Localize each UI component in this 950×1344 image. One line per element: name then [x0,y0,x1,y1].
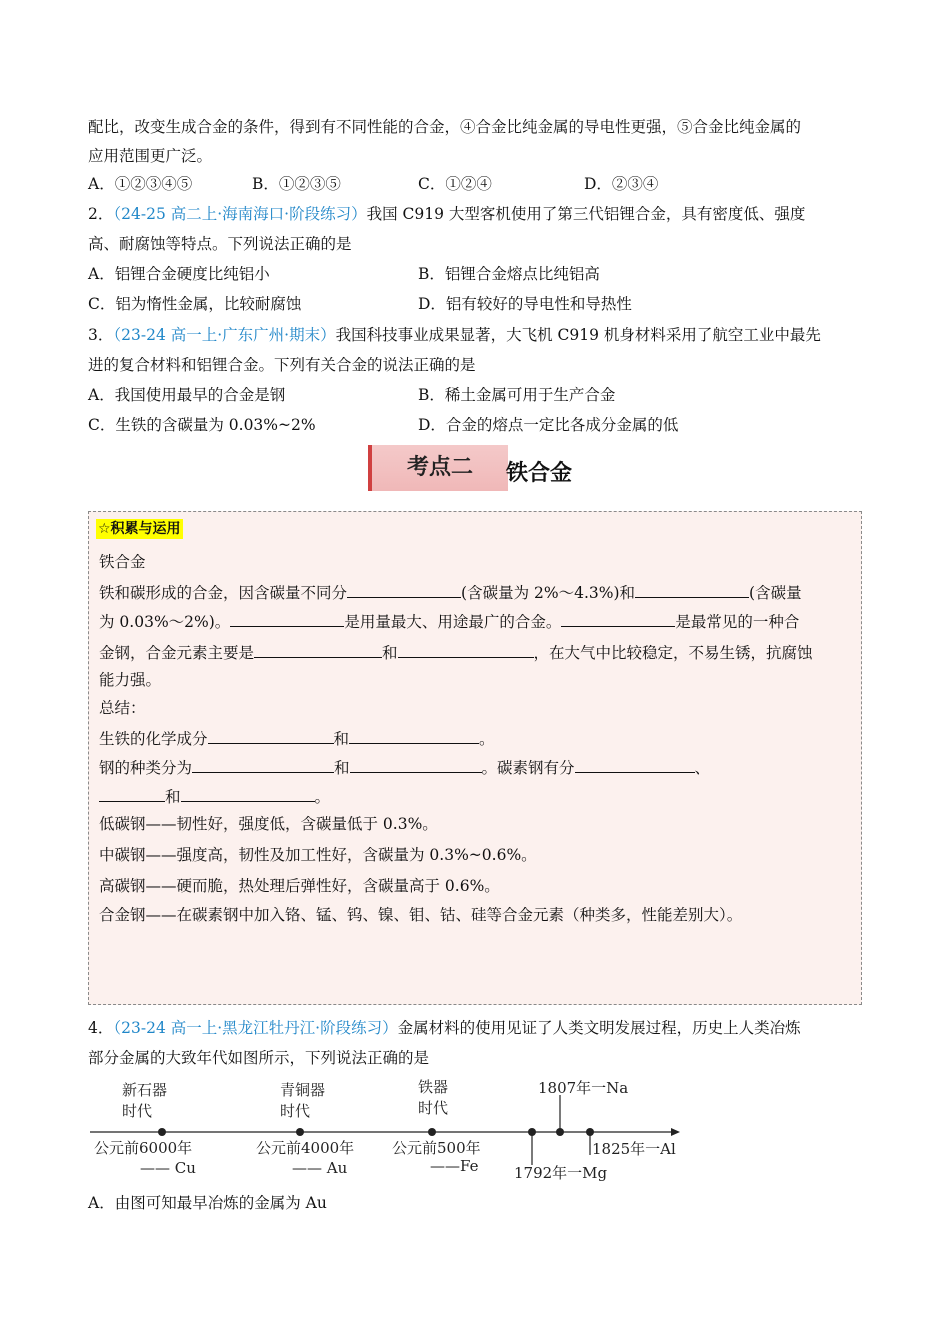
q2-text: 我国 C919 大型客机使用了第三代铝锂合金，具有密度低、强度 [366,205,806,223]
q1-option-a[interactable]: A．①②③④⑤ [88,175,193,193]
q2-option-c[interactable]: C．铝为惰性金属，比较耐腐蚀 [88,295,302,313]
text: 金钢，合金元素主要是 [99,644,255,662]
fill-blank[interactable] [561,610,675,627]
fill-blank[interactable] [635,581,749,598]
era-neolithic-suffix: 时代 [122,1102,153,1120]
text: 。 [314,788,331,806]
q4-option-a[interactable]: A．由图可知最早冶炼的金属为 Au [88,1194,327,1212]
text: 和 [382,644,398,662]
metal-al: 1825年一Al [592,1140,676,1158]
metal-mg: 1792年一Mg [514,1164,608,1182]
q2-option-a[interactable]: A．铝锂合金硬度比纯铝小 [88,265,270,283]
text: ，在大气中比较稳定，不易生锈，抗腐蚀 [533,644,813,662]
timeline-arrow [671,1128,680,1136]
fill-blank[interactable] [192,756,334,773]
date-6000bc: 公元前6000年 [94,1139,193,1157]
fill-blank[interactable] [254,641,382,658]
date-500bc: 公元前500年 [392,1139,481,1157]
text: (含碳量 [749,584,802,602]
section-label: 考点二 [406,455,473,480]
era-iron: 铁器 [418,1078,449,1096]
q2-source: （24-25 高二上·海南海口·阶段练习） [113,205,367,223]
metal-fe: ——Fe [430,1157,479,1175]
box-paragraph-line [99,581,802,603]
fill-blank[interactable] [181,785,315,802]
text: 为 0.03%～2%)。 [99,613,231,631]
alloy-steel: 合金钢——在碳素钢中加入铬、锰、钨、镍、钼、钴、硅等合金元素（种类多，性能差别大）。 [99,906,743,924]
knowledge-tag: ☆积累与运用 [98,521,181,537]
date-4000bc: 公元前4000年 [256,1139,355,1157]
box-summary-line [99,785,330,807]
text: 和 [333,730,350,748]
text: 钢的种类分为 [99,759,193,777]
text: 是最常见的一种合 [675,613,800,631]
q3-text: 我国科技事业成果显著，大飞机 C919 机身材料采用了航空工业中最先 [335,326,821,344]
box-heading: 铁合金 [99,553,146,571]
q1-text-line: 配比，改变生成合金的条件，得到有不同性能的合金，④合金比纯金属的导电性更强，⑤合金比纯金属的 [88,118,802,136]
era-iron-suffix: 时代 [418,1099,449,1117]
low-carbon-steel: 低碳钢——韧性好，强度低，含碳量低于 0.3%。 [99,815,438,833]
metal-au: —— Au [292,1159,348,1177]
metal-na: 1807年一Na [538,1079,629,1097]
fill-blank[interactable] [230,610,344,627]
text: 生铁的化学成分 [99,730,208,748]
q3-number: 3． [88,326,114,344]
text: 和 [165,788,181,806]
metal-cu: —— Cu [140,1159,196,1177]
q3-stem [88,325,821,345]
q3-option-b[interactable]: B．稀土金属可用于生产合金 [418,386,616,404]
text: 。 [479,730,495,748]
fill-blank[interactable] [575,756,695,773]
era-bronze: 青铜器 [280,1081,326,1099]
timeline-point-fe [428,1128,436,1136]
text: 和 [334,759,350,777]
q2-number: 2． [88,205,114,223]
q3-option-c[interactable]: C．生铁的含碳量为 0.03%~2% [88,416,316,434]
q4-text: 金属材料的使用见证了人类文明发展过程，历史上人类冶炼 [397,1019,801,1037]
box-paragraph-line: 能力强。 [99,671,162,689]
q1-option-b[interactable]: B．①②③⑤ [252,175,341,193]
fill-blank[interactable] [349,727,479,744]
q1-text-line: 应用范围更广泛。 [88,147,213,165]
q1-option-d[interactable]: D．②③④ [584,175,659,193]
q4-text-line: 部分金属的大致年代如图所示，下列说法正确的是 [88,1049,430,1067]
q3-option-a[interactable]: A．我国使用最早的合金是钢 [88,386,286,404]
fill-blank[interactable] [350,756,482,773]
box-summary-line [99,756,710,778]
text: 、 [694,759,711,777]
q4-number: 4． [88,1019,114,1037]
box-summary-line [99,727,495,749]
text: 。碳素钢有分 [481,759,575,777]
timeline-point-au [296,1128,304,1136]
box-summary: 总结： [99,699,146,717]
q2-option-b[interactable]: B．铝锂合金熔点比纯铝高 [418,265,600,283]
era-neolithic: 新石器 [122,1081,168,1099]
q3-text-line: 进的复合材料和铝锂合金。下列有关合金的说法正确的是 [88,356,476,374]
q1-option-c[interactable]: C．①②④ [418,175,492,193]
timeline-point-cu [158,1128,166,1136]
high-carbon-steel: 高碳钢——硬而脆，热处理后弹性好，含碳量高于 0.6%。 [99,877,500,895]
q2-stem [88,204,805,224]
q2-option-d[interactable]: D．铝有较好的导电性和导热性 [418,295,632,313]
medium-carbon-steel: 中碳钢——强度高，韧性及加工性好，含碳量为 0.3%~0.6%。 [99,846,537,864]
metal-timeline-figure [88,1075,688,1185]
fill-blank[interactable] [208,727,334,744]
q3-option-d[interactable]: D．合金的熔点一定比各成分金属的低 [418,416,679,434]
fill-blank[interactable] [347,581,461,598]
era-bronze-suffix: 时代 [280,1102,311,1120]
q4-source: （23-24 高一上·黑龙江牡丹江·阶段练习） [113,1019,398,1037]
q4-stem [88,1018,801,1038]
section-title: 铁合金 [506,461,573,486]
fill-blank[interactable] [99,785,165,802]
box-paragraph-line [99,641,813,663]
box-paragraph-line [99,610,799,632]
text: 铁和碳形成的合金，因含碳量不同分 [99,584,348,602]
fill-blank[interactable] [398,641,534,658]
text: 是用量最大、用途最广的合金。 [344,613,562,631]
text: (含碳量为 2%～4.3%)和 [461,584,636,602]
q3-source: （23-24 高一上·广东广州·期末） [113,326,336,344]
section-banner [368,445,508,491]
q2-text-line: 高、耐腐蚀等特点。下列说法正确的是 [88,235,352,253]
